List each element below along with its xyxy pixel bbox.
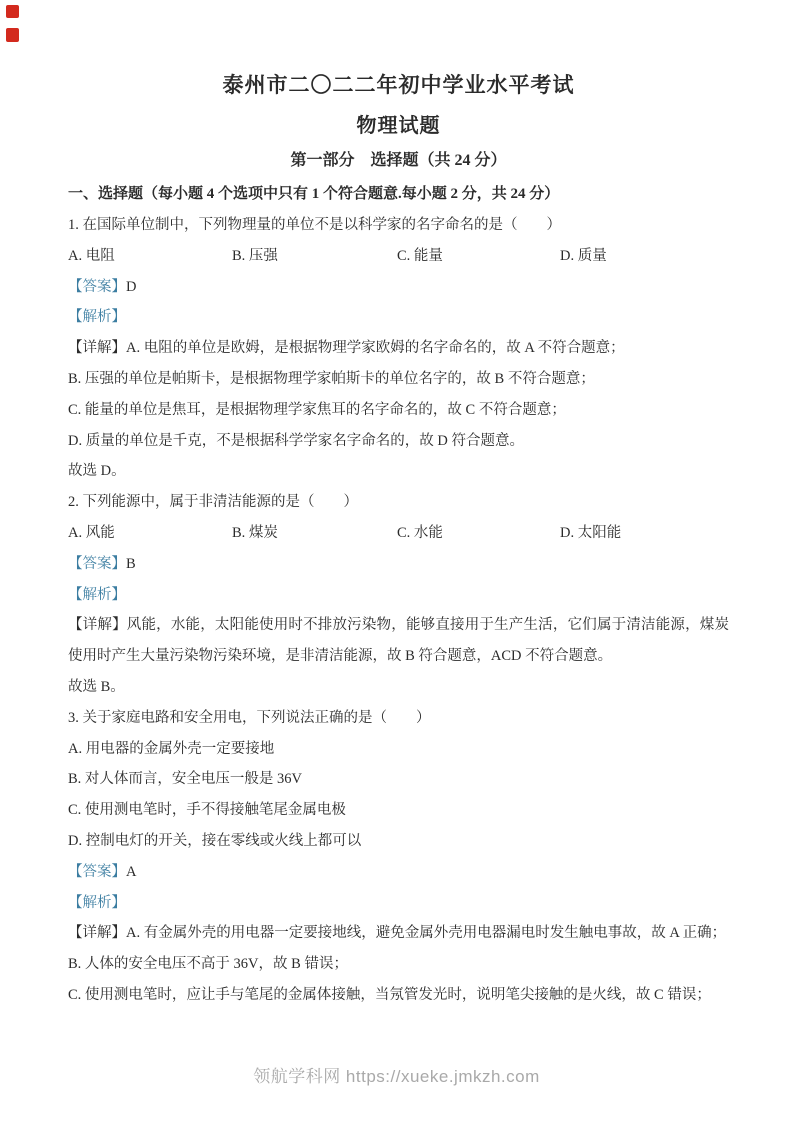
conclusion-line: 故选 D。 [68, 463, 126, 480]
detail-line: B. 压强的单位是帕斯卡，是根据物理学家帕斯卡的单位名字的，故 B 不符合题意； [68, 370, 595, 387]
answer-value: A [126, 863, 137, 880]
question-2 [68, 487, 729, 703]
analysis-label: 【解析】 [68, 586, 126, 603]
exam-title: 泰州市二〇二二年初中学业水平考试 [222, 73, 575, 97]
question-stem: 3. 关于家庭电路和安全用电，下列说法正确的是（ ） [68, 709, 431, 726]
detail-line: B. 人体的安全电压不高于 36V，故 B 错误； [68, 956, 348, 973]
option-d: D. 控制电灯的开关，接在零线或火线上都可以 [68, 832, 362, 849]
answer-value: D [126, 278, 137, 295]
option-d: D. 太阳能 [560, 524, 622, 541]
answer-line [68, 857, 729, 888]
answer-line [68, 549, 729, 580]
option-c: C. 能量 [397, 247, 443, 264]
question-1 [68, 210, 729, 487]
analysis-line [68, 888, 729, 919]
answer-label: 【答案】 [68, 555, 126, 572]
answer-label: 【答案】 [68, 278, 126, 295]
question-stem: 1. 在国际单位制中，下列物理量的单位不是以科学家的名字命名的是（ ） [68, 217, 561, 233]
answer-label: 【答案】 [68, 863, 126, 880]
question-3 [68, 703, 729, 1011]
detail-line: 【详解】A. 电阻的单位是欧姆，是根据物理学家欧姆的名字命名的，故 A 不符合题意； [68, 340, 625, 357]
detail-line: C. 能量的单位是焦耳，是根据物理学家焦耳的名字命名的，故 C 不符合题意； [68, 401, 566, 418]
option-b: B. 压强 [232, 247, 278, 264]
exam-subtitle: 物理试题 [356, 115, 441, 137]
option-c: C. 使用测电笔时，手不得接触笔尾金属电极 [68, 802, 346, 819]
answer-value: B [126, 555, 136, 572]
detail-line: 【详解】A. 有金属外壳的用电器一定要接地线，避免金属外壳用电器漏电时发生触电事故，故 A 正确； [68, 925, 727, 942]
option-d: D. 质量 [560, 247, 607, 264]
detail-paragraph: 【详解】风能，水能，太阳能使用时不排放污染物，能够直接用于生产生活，它们属于清洁能源，煤炭使用时产生大量污染物污染环境，是非清洁能源，故 B 符合题意，ACD 不符合题意。 [68, 617, 729, 665]
red-stamp-icon [6, 28, 19, 42]
detail-line: C. 使用测电笔时，应让手与笔尾的金属体接触，当氖管发光时，说明笔尖接触的是火线，故 C 错误； [68, 986, 711, 1003]
analysis-label: 【解析】 [68, 894, 126, 911]
option-a: A. 风能 [68, 524, 115, 541]
detail-line: D. 质量的单位是千克，不是根据科学学家名字命名的，故 D 符合题意。 [68, 432, 524, 449]
analysis-line [68, 580, 729, 611]
option-a: A. 电阻 [68, 247, 115, 264]
option-b: B. 对人体而言，安全电压一般是 36V [68, 771, 303, 788]
red-stamp-icon [6, 5, 19, 18]
option-a: A. 用电器的金属外壳一定要接地 [68, 740, 275, 757]
analysis-line [68, 302, 729, 333]
question-stem: 2. 下列能源中，属于非清洁能源的是（ ） [68, 494, 358, 511]
part-heading: 一、选择题（每小题 4 个选项中只有 1 个符合题意.每小题 2 分，共 24 分） [68, 186, 560, 202]
option-b: B. 煤炭 [232, 524, 278, 541]
options-row [68, 518, 729, 549]
answer-line [68, 272, 729, 303]
site-watermark: 领航学科网 https://xueke.jmkzh.com [253, 1067, 540, 1086]
analysis-label: 【解析】 [68, 309, 126, 326]
conclusion-line: 故选 B。 [68, 678, 125, 695]
section-heading: 第一部分 选择题（共 24 分） [290, 152, 507, 169]
option-c: C. 水能 [397, 524, 443, 541]
options-row [68, 241, 729, 272]
